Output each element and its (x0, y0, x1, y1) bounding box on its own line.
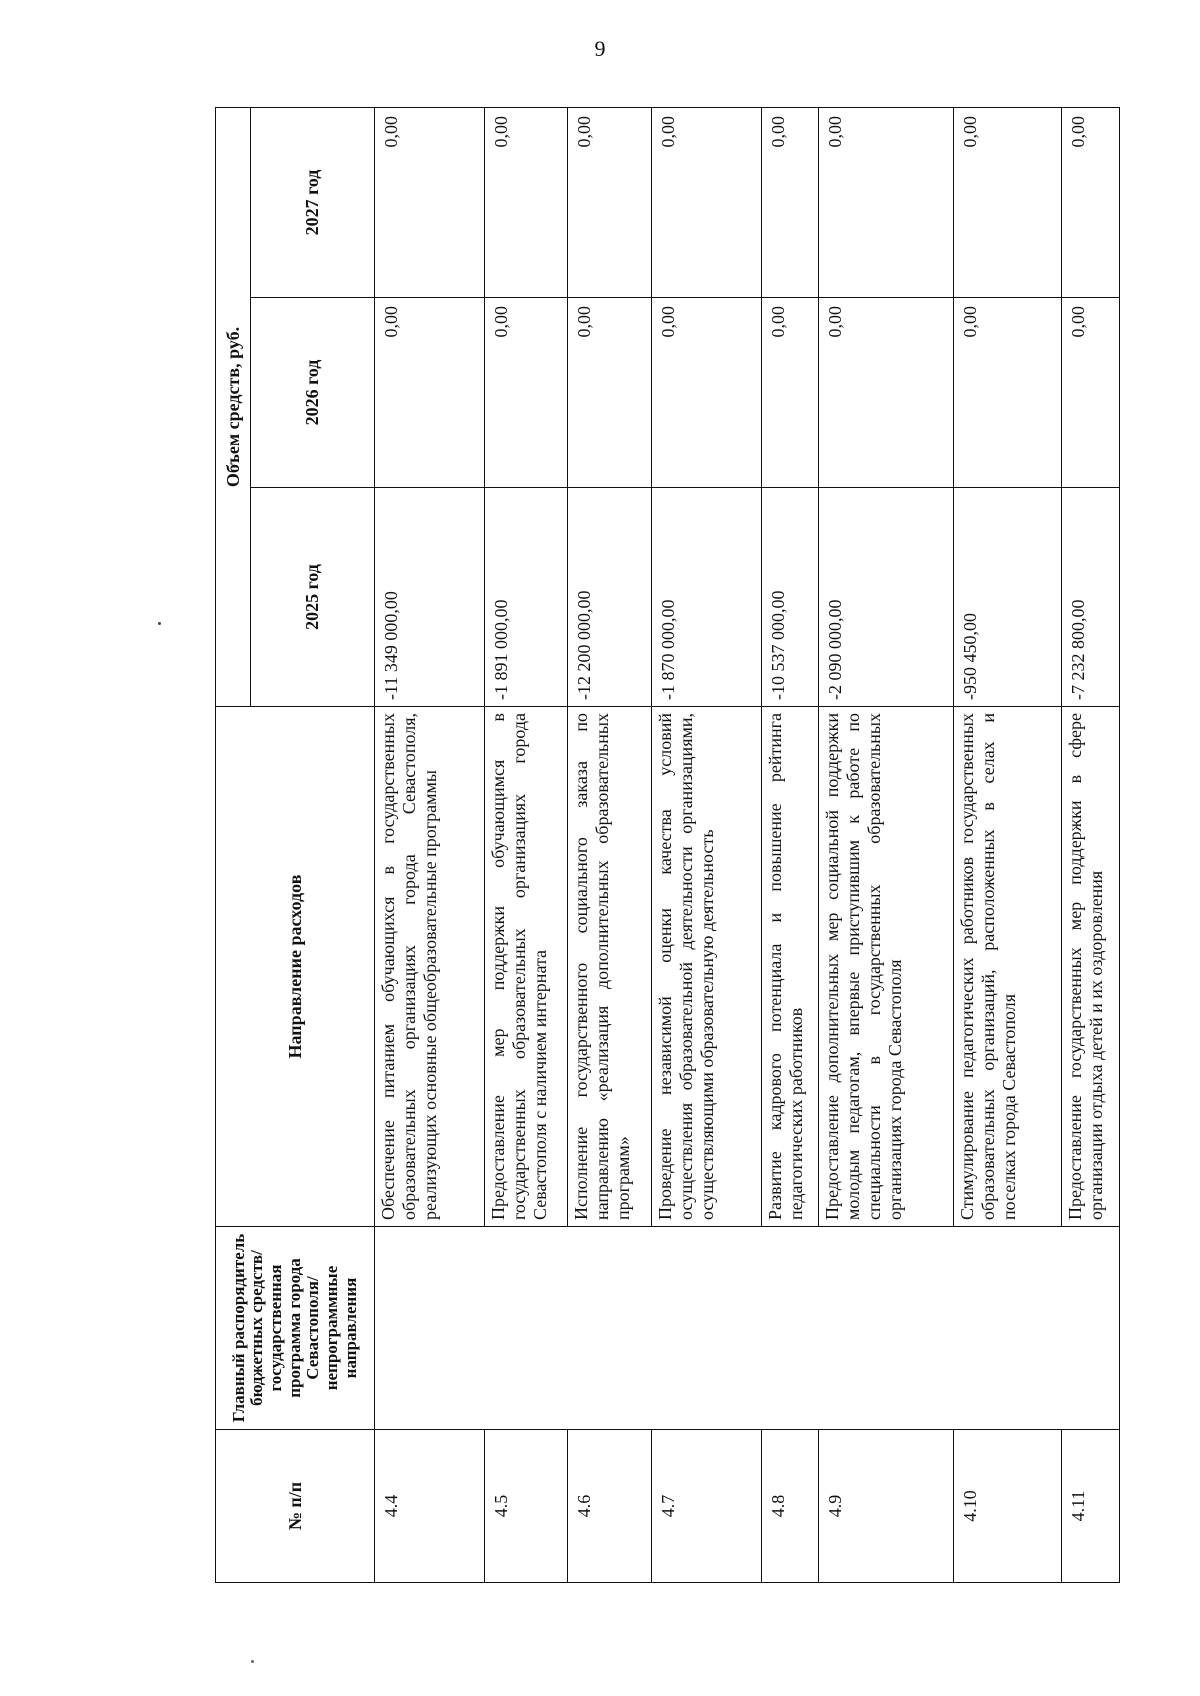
value-2027: 0,00 (568, 108, 651, 298)
owner-cell (375, 1227, 1120, 1430)
direction-cell: Предоставление мер поддержки обучающимся в государственных образовательных организациях города Севастополя с наличием интерната (485, 707, 568, 1227)
header-owner: Главный распорядитель бюджетных средств/государственная программа города Севастополя/непрограммные направления (216, 1227, 375, 1430)
value-2025: -1 891 000,00 (485, 488, 568, 707)
header-num: № п/п (216, 1430, 375, 1583)
value-2027: 0,00 (761, 108, 819, 298)
value-2025: -10 537 000,00 (761, 488, 819, 707)
direction-cell: Стимулирование педагогических работников государственных образовательных организаций, расположенных в селах и поселках города Севастополя (954, 707, 1062, 1227)
row-number: 4.10 (954, 1430, 1062, 1583)
direction-cell: Проведение независимой оценки качества условий осуществления образовательной деятельности организациями, осуществляющими образовательную деятельность (651, 707, 761, 1227)
value-2025: -12 200 000,00 (568, 488, 651, 707)
row-number: 4.11 (1062, 1430, 1120, 1583)
row-number: 4.9 (819, 1430, 954, 1583)
value-2025: -2 090 000,00 (819, 488, 954, 707)
page-number: 9 (594, 36, 606, 61)
value-2026: 0,00 (568, 298, 651, 488)
table-row (375, 108, 485, 1583)
direction-cell: Развитие кадрового потенциала и повышение рейтинга педагогических работников (761, 707, 819, 1227)
value-2026: 0,00 (954, 298, 1062, 488)
value-2027: 0,00 (1062, 108, 1120, 298)
row-number: 4.4 (375, 1430, 485, 1583)
value-2027: 0,00 (819, 108, 954, 298)
value-2026: 0,00 (819, 298, 954, 488)
value-2027: 0,00 (375, 108, 485, 298)
rotated-table-wrapper (215, 108, 1120, 1583)
header-2027: 2027 год (251, 108, 375, 298)
header-volume: Объем средств, руб. (216, 108, 251, 707)
budget-table (215, 107, 1120, 1583)
value-2027: 0,00 (485, 108, 568, 298)
row-number: 4.5 (485, 1430, 568, 1583)
header-direction: Направление расходов (216, 707, 375, 1227)
value-2025: -7 232 800,00 (1062, 488, 1120, 707)
row-number: 4.7 (651, 1430, 761, 1583)
value-2027: 0,00 (954, 108, 1062, 298)
header-2025: 2025 год (251, 488, 375, 707)
value-2025: -1 870 000,00 (651, 488, 761, 707)
row-number: 4.8 (761, 1430, 819, 1583)
value-2026: 0,00 (1062, 298, 1120, 488)
value-2026: 0,00 (375, 298, 485, 488)
value-2025: -11 349 000,00 (375, 488, 485, 707)
value-2026: 0,00 (761, 298, 819, 488)
direction-cell: Предоставление дополнительных мер социальной поддержки молодым педагогам, впервые приступившим к работе по специальности в государственных образовательных организациях города Севастополя (819, 707, 954, 1227)
value-2025: -950 450,00 (954, 488, 1062, 707)
scan-speck (251, 1660, 254, 1663)
direction-cell: Обеспечение питанием обучающихся в государственных образовательных организациях города Севастополя, реализующих основные общеобразовательные программы (375, 707, 485, 1227)
value-2026: 0,00 (485, 298, 568, 488)
direction-cell: Исполнение государственного социального заказа по направлению «реализация дополнительных образовательных программ» (568, 707, 651, 1227)
direction-cell: Предоставление государственных мер поддержки в сфере организации отдыха детей и их оздоровления (1062, 707, 1120, 1227)
value-2026: 0,00 (651, 298, 761, 488)
scan-speck (158, 622, 161, 625)
row-number: 4.6 (568, 1430, 651, 1583)
header-2026: 2026 год (251, 298, 375, 488)
value-2027: 0,00 (651, 108, 761, 298)
